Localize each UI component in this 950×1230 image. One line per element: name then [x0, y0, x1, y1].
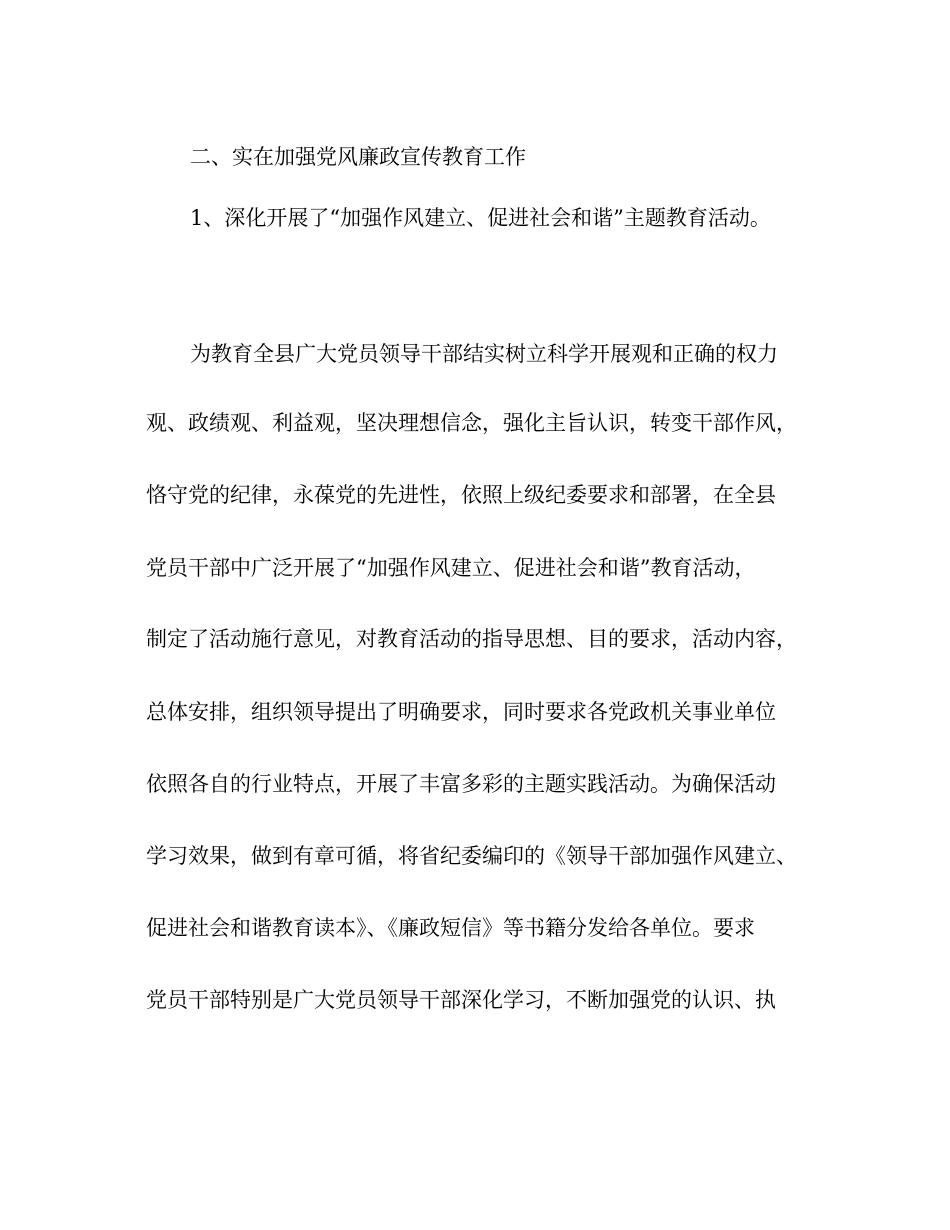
subheading: 1、深化开展了“加强作风建立、促进社会和谐”主题教育活动。	[190, 206, 771, 230]
paragraph-line: 为教育全县广大党员领导干部结实树立科学开展观和正确的权力	[190, 342, 778, 366]
paragraph-line: 党员干部中广泛开展了“加强作风建立、促进社会和谐”教育活动，	[146, 556, 756, 580]
paragraph-line: 促进社会和谐教育读本》、《廉政短信》等书籍分发给各单位。要求	[146, 916, 755, 940]
paragraph-line: 制定了活动施行意见，对教育活动的指导思想、目的要求，活动内容，	[146, 627, 797, 651]
paragraph-line: 总体安排，组织领导提出了明确要求，同时要求各党政机关事业单位	[146, 700, 776, 724]
paragraph-line: 学习效果，做到有章可循，将省纪委编印的《领导干部加强作风建立、	[146, 844, 797, 868]
paragraph-line: 依照各自的行业特点，开展了丰富多彩的主题实践活动。为确保活动	[146, 772, 776, 796]
paragraph-line: 恪守党的纪律，永葆党的先进性，依照上级纪委要求和部署，在全县	[146, 483, 776, 507]
paragraph-line: 党员干部特别是广大党员领导干部深化学习，不断加强党的认识、执	[146, 988, 776, 1012]
paragraph-line: 观、政绩观、利益观，坚决理想信念，强化主旨认识，转变干部作风，	[146, 411, 797, 435]
section-heading: 二、实在加强党风廉政宣传教育工作	[190, 145, 526, 169]
